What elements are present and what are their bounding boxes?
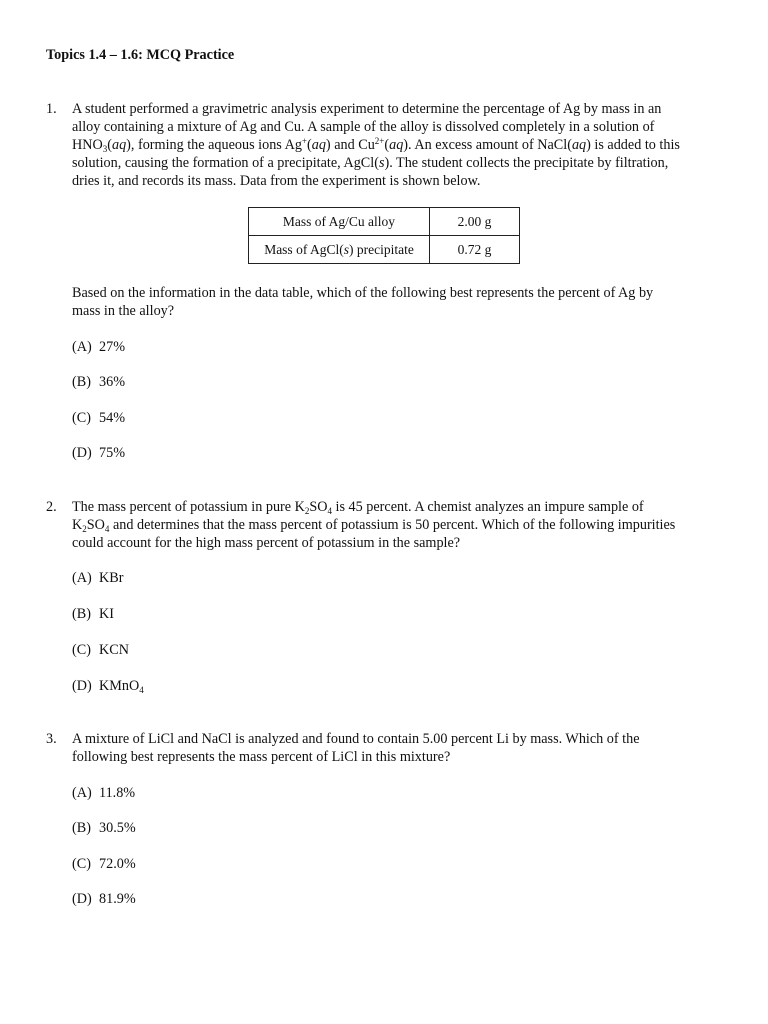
answer-option-d[interactable] — [72, 890, 136, 908]
question-1-prompt — [72, 284, 752, 320]
page-title: Topics 1.4 – 1.6: MCQ Practice — [46, 47, 235, 63]
option-text: 11.8% — [99, 785, 136, 801]
answer-option-b[interactable] — [72, 819, 136, 837]
option-text: KCN — [99, 642, 129, 658]
prompt-line: Based on the information in the data table, which of the following best represents the percent of Ag by — [72, 285, 654, 301]
stem-line: A student performed a gravimetric analysis experiment to determine the percentage of Ag by mass in an — [72, 101, 662, 117]
question-1 — [46, 100, 726, 190]
option-letter: (C) — [72, 642, 91, 658]
answer-option-a[interactable] — [72, 569, 123, 587]
answer-option-b[interactable] — [72, 605, 114, 623]
stem-line: following best represents the mass percent of LiCl in this mixture? — [72, 749, 451, 765]
option-letter: (A) — [72, 339, 92, 355]
stem-line: solution, causing the formation of a precipitate, AgCl(s). The student collects the precipitate by filtration, — [72, 155, 669, 171]
option-letter: (D) — [72, 445, 92, 461]
stem-line: $K_2SO_4$ and determines that the mass percent of potassium is 50 percent. Which of the following impurities — [72, 517, 676, 534]
answer-option-d[interactable] — [72, 444, 125, 462]
answer-option-d[interactable] — [72, 677, 144, 695]
stem-line: could account for the high mass percent of potassium in the sample? — [72, 535, 461, 551]
option-letter: (B) — [72, 374, 91, 390]
option-letter: (B) — [72, 606, 91, 622]
table-cell: Mass of AgCl(s) precipitate — [249, 236, 430, 264]
answer-option-c[interactable] — [72, 409, 125, 427]
option-text: 72.0% — [99, 856, 136, 872]
option-text: KBr — [99, 570, 124, 586]
question-number: 2. — [46, 499, 57, 515]
table-row — [249, 208, 520, 236]
option-letter: (C) — [72, 410, 91, 426]
table-cell: 2.00 g — [430, 208, 520, 236]
option-letter: (A) — [72, 785, 92, 801]
option-text: KMnO$_4$ — [99, 678, 144, 695]
option-letter: (A) — [72, 570, 92, 586]
question-stem — [72, 498, 726, 552]
option-letter: (D) — [72, 678, 92, 694]
stem-line: dries it, and records its mass. Data from the experiment is shown below. — [72, 173, 481, 189]
table-cell: Mass of Ag/Cu alloy — [249, 208, 430, 236]
answer-option-a[interactable] — [72, 338, 125, 356]
question-stem — [72, 730, 726, 766]
option-letter: (C) — [72, 856, 91, 872]
question-2 — [46, 498, 726, 552]
table-cell: 0.72 g — [430, 236, 520, 264]
question-3 — [46, 730, 726, 766]
answer-option-b[interactable] — [72, 373, 125, 391]
option-text: 36% — [99, 374, 126, 390]
option-text: 81.9% — [99, 891, 136, 907]
data-table — [248, 207, 520, 264]
option-letter: (B) — [72, 820, 91, 836]
option-text: 54% — [99, 410, 126, 426]
option-letter: (D) — [72, 891, 92, 907]
stem-line: The mass percent of potassium in pure $K_2SO_4$ is 45 percent. A chemist analyzes an impure sample of — [72, 499, 644, 516]
table-row — [249, 236, 520, 264]
answer-option-c[interactable] — [72, 855, 136, 873]
question-stem — [72, 100, 726, 190]
option-text: KI — [99, 606, 114, 622]
prompt-line: mass in the alloy? — [72, 303, 175, 319]
stem-line: alloy containing a mixture of Ag and Cu. A sample of the alloy is dissolved completely in a solution of — [72, 119, 655, 135]
option-text: 27% — [99, 339, 126, 355]
question-number: 3. — [46, 731, 57, 747]
stem-line: A mixture of LiCl and NaCl is analyzed and found to contain 5.00 percent Li by mass. Which of the — [72, 731, 640, 747]
option-text: 30.5% — [99, 820, 136, 836]
answer-option-a[interactable] — [72, 784, 135, 802]
answer-option-c[interactable] — [72, 641, 129, 659]
question-number: 1. — [46, 101, 57, 117]
option-text: 75% — [99, 445, 126, 461]
stem-line: $HNO_3(aq)$, forming the aqueous ions Ag+(aq) and $Cu^{2+}(aq)$. An excess amount of NaCl(aq) is added to this — [72, 136, 680, 154]
